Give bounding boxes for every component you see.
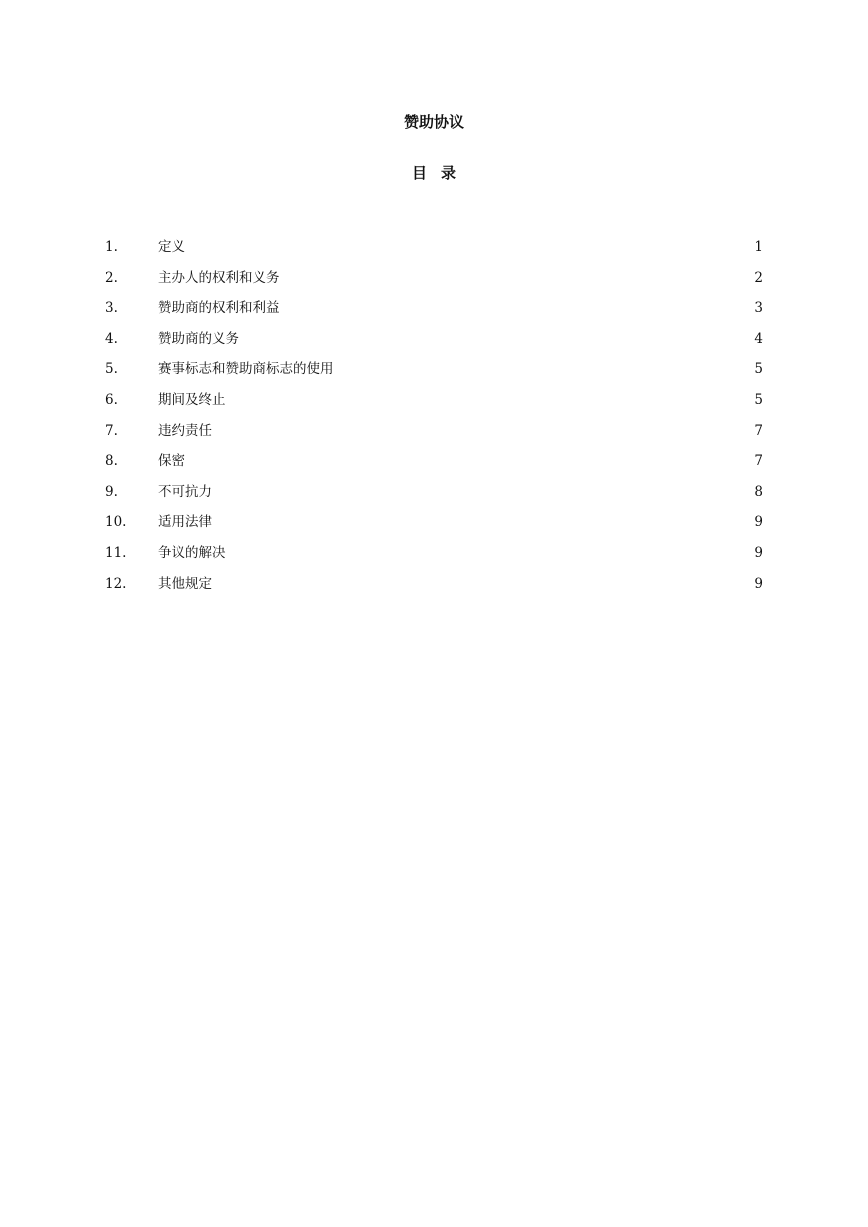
toc-entry-page: 9 bbox=[754, 544, 763, 561]
toc-entry-label: 其他规定 bbox=[158, 575, 212, 592]
toc-entry-label: 违约责任 bbox=[158, 422, 212, 439]
toc-entry-label: 赛事标志和赞助商标志的使用 bbox=[158, 361, 334, 378]
toc-entry-label: 期间及终止 bbox=[158, 391, 226, 408]
toc-entry-page: 7 bbox=[754, 453, 763, 470]
toc-entry-number: 9. bbox=[105, 483, 118, 500]
toc-entry-number: 5. bbox=[105, 361, 118, 378]
document-title: 赞助协议 bbox=[403, 113, 464, 131]
toc-entry-page: 8 bbox=[754, 483, 763, 500]
toc-entry[interactable] bbox=[105, 512, 763, 543]
toc-entry-number: 11. bbox=[105, 544, 127, 561]
toc-entry[interactable] bbox=[105, 421, 763, 452]
toc-entry[interactable] bbox=[105, 543, 763, 574]
toc-entry-label: 适用法律 bbox=[158, 514, 212, 531]
toc-entry-number: 6. bbox=[105, 391, 118, 408]
toc-entry-page: 5 bbox=[754, 361, 763, 378]
toc-entry-label: 主办人的权利和义务 bbox=[158, 269, 280, 286]
toc-entry-page: 9 bbox=[754, 575, 763, 592]
toc-entry[interactable] bbox=[105, 482, 763, 513]
toc-entry[interactable] bbox=[105, 574, 763, 605]
table-of-contents bbox=[105, 237, 763, 604]
toc-entry-page: 4 bbox=[754, 330, 763, 347]
toc-entry-page: 3 bbox=[754, 300, 763, 317]
toc-entry-label: 赞助商的权利和利益 bbox=[158, 300, 280, 317]
toc-entry-page: 2 bbox=[754, 269, 763, 286]
toc-entry[interactable] bbox=[105, 451, 763, 482]
toc-entry-label: 定义 bbox=[158, 239, 185, 255]
toc-entry-number: 10. bbox=[105, 514, 127, 531]
toc-entry[interactable] bbox=[105, 298, 763, 329]
toc-heading: 目录 bbox=[411, 164, 470, 182]
toc-entry-label: 争议的解决 bbox=[158, 544, 226, 561]
toc-entry-label: 保密 bbox=[158, 453, 185, 470]
toc-entry[interactable] bbox=[105, 268, 763, 299]
toc-entry-number: 4. bbox=[105, 330, 118, 347]
toc-entry-page: 1 bbox=[754, 239, 763, 255]
toc-entry-number: 3. bbox=[105, 300, 118, 317]
toc-entry-number: 12. bbox=[105, 575, 127, 592]
toc-entry-number: 2. bbox=[105, 269, 118, 286]
toc-entry-number: 7. bbox=[105, 422, 118, 439]
toc-entry-page: 7 bbox=[754, 422, 763, 439]
toc-entry[interactable] bbox=[105, 237, 763, 268]
toc-entry[interactable] bbox=[105, 359, 763, 390]
toc-entry[interactable] bbox=[105, 390, 763, 421]
toc-entry-number: 8. bbox=[105, 453, 118, 470]
toc-entry-label: 赞助商的义务 bbox=[158, 330, 239, 347]
toc-entry-number: 1. bbox=[105, 239, 118, 255]
toc-entry[interactable] bbox=[105, 329, 763, 360]
toc-entry-label: 不可抗力 bbox=[158, 483, 212, 500]
toc-entry-page: 5 bbox=[754, 391, 763, 408]
toc-entry-page: 9 bbox=[754, 514, 763, 531]
